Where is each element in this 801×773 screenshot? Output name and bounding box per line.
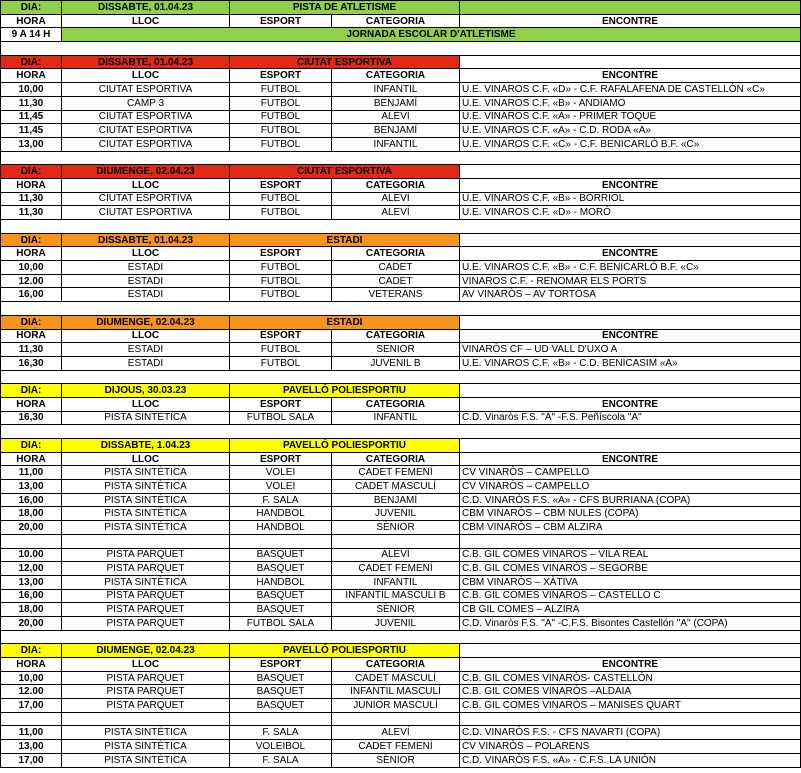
cell-esport: HANDBOL [230, 575, 332, 589]
table-row [1, 110, 801, 124]
block-venue: PAVELLÓ POLIESPORTIU [230, 439, 460, 453]
cell-esport: FUTBOL [230, 343, 332, 357]
block-date: DISSABTE, 01.04.23 [62, 55, 230, 69]
cell-encontre: C.B. GIL COMES VINARÒS – SEGORBE [460, 562, 801, 576]
block-venue: PAVELLÓ POLIESPORTIU [230, 644, 460, 658]
table-row [1, 137, 801, 151]
cell-categoria: CADET FEMENÍ [332, 740, 460, 754]
cell-esport: BASQUET [230, 699, 332, 713]
cell-hora: 17,00 [1, 753, 62, 767]
col-hora: HORA [1, 178, 62, 192]
dia-label: DIA: [1, 384, 62, 398]
special-text: JORNADA ESCOLAR D'ATLETISME [62, 28, 801, 42]
col-encontre: ENCONTRE [460, 178, 801, 192]
cell-encontre: CBM VINARÒS – CBM NULES (COPA) [460, 507, 801, 521]
cell-encontre: U.E. VINAROS C.F. «B» - C.F. BENICARLÓ B.F. «C» [460, 261, 801, 275]
table-row [1, 356, 801, 370]
cell-hora: 13,00 [1, 480, 62, 494]
block-header [1, 644, 801, 658]
cell-lloc: CIUTAT ESPORTIVA [62, 206, 230, 220]
col-encontre: ENCONTRE [460, 329, 801, 343]
spacer-cell [1, 42, 801, 56]
cell-categoria: INFANTIL [332, 137, 460, 151]
table-row [1, 411, 801, 425]
cell-hora: 17,00 [1, 699, 62, 713]
cell-hora: 16,00 [1, 288, 62, 302]
col-lloc: LLOC [62, 178, 230, 192]
cell-categoria: ALEVÍ [332, 192, 460, 206]
spacer-row [1, 151, 801, 165]
col-encontre: ENCONTRE [460, 247, 801, 261]
cell-hora: 11,30 [1, 192, 62, 206]
cell-hora: 10.00 [1, 548, 62, 562]
cell-esport: VOLEIBOL [230, 740, 332, 754]
table-row [1, 575, 801, 589]
cell-lloc: ESTADI [62, 274, 230, 288]
block-header [1, 384, 801, 398]
cell-esport: FUTBOL [230, 206, 332, 220]
cell-encontre: CV VINARÒS – CAMPELLO [460, 480, 801, 494]
cell-hora [1, 534, 62, 548]
column-headers [1, 397, 801, 411]
spacer-cell [1, 151, 801, 165]
cell-encontre: AV VINARÒS – AV TORTOSA [460, 288, 801, 302]
cell-hora: 16,00 [1, 493, 62, 507]
cell-categoria: CADET MASCULÍ [332, 671, 460, 685]
table-row [1, 671, 801, 685]
header-filler [460, 55, 801, 69]
cell-esport: FUTBOL [230, 192, 332, 206]
cell-esport [230, 712, 332, 726]
spacer-cell [1, 425, 801, 439]
cell-hora: 10,00 [1, 671, 62, 685]
cell-esport: BASQUET [230, 562, 332, 576]
cell-lloc: PISTA SINTÈTICA [62, 466, 230, 480]
cell-hora [1, 712, 62, 726]
cell-hora: 10,00 [1, 261, 62, 275]
cell-encontre: C.B. GIL COMES VINARÒS – MANISES QUART [460, 699, 801, 713]
table-row [1, 274, 801, 288]
cell-categoria [332, 534, 460, 548]
cell-encontre: U.E. VINAROS C.F. «D» - C.F. RAFALAFENA DE CASTELLÓN «C» [460, 83, 801, 97]
cell-encontre: CB GIL COMES – ALZIRA [460, 603, 801, 617]
col-encontre: ENCONTRE [460, 397, 801, 411]
cell-encontre: C.D. Vinaròs F.S. "A" -F.S. Peñíscola "A" [460, 411, 801, 425]
dia-label: DIA: [1, 165, 62, 179]
cell-encontre: C.B. GIL COMES VINARÒS – VILA REAL [460, 548, 801, 562]
column-headers [1, 329, 801, 343]
cell-lloc: PISTA SINTÈTICA [62, 575, 230, 589]
cell-encontre: C.D. VINARÒS F.S. - CFS NAVARTI (COPA) [460, 726, 801, 740]
table-row [1, 616, 801, 630]
cell-encontre: CV VINARÒS – CAMPELLO [460, 466, 801, 480]
cell-lloc: PISTA SINTÈTICA [62, 753, 230, 767]
table-row [1, 548, 801, 562]
cell-hora: 10,00 [1, 83, 62, 97]
cell-hora: 13,00 [1, 575, 62, 589]
cell-lloc: PISTA PARQUET [62, 562, 230, 576]
cell-esport: HANDBOL [230, 521, 332, 535]
block-venue: CIUTAT ESPORTIVA [230, 165, 460, 179]
dia-label: DIA: [1, 439, 62, 453]
cell-lloc: ESTADI [62, 356, 230, 370]
cell-encontre: U.E. VINAROS C.F. «B» - BORRIOL [460, 192, 801, 206]
col-esport: ESPORT [230, 329, 332, 343]
table-row [1, 206, 801, 220]
cell-hora: 11,45 [1, 110, 62, 124]
col-lloc: LLOC [62, 658, 230, 672]
cell-hora: 12,00 [1, 562, 62, 576]
col-lloc: LLOC [62, 14, 230, 28]
cell-categoria [332, 712, 460, 726]
cell-hora: 16,30 [1, 411, 62, 425]
table-row [1, 507, 801, 521]
cell-hora: 16,00 [1, 589, 62, 603]
cell-lloc: PISTA PARQUET [62, 685, 230, 699]
cell-esport [230, 534, 332, 548]
cell-categoria: ALEVÍ [332, 206, 460, 220]
spacer-row [1, 42, 801, 56]
col-hora: HORA [1, 14, 62, 28]
cell-lloc: PISTA PARQUET [62, 671, 230, 685]
col-categoria: CATEGORIA [332, 658, 460, 672]
cell-lloc: ESTADI [62, 261, 230, 275]
cell-esport: VOLEI [230, 480, 332, 494]
cell-encontre: VINAROS C.F. - RENOMAR ELS PORTS [460, 274, 801, 288]
cell-esport: HANDBOL [230, 507, 332, 521]
cell-lloc: PISTA SINTÈTICA [62, 740, 230, 754]
cell-categoria: SÈNIOR [332, 603, 460, 617]
header-filler [460, 439, 801, 453]
cell-categoria: JUVENIL [332, 507, 460, 521]
cell-hora: 20,00 [1, 616, 62, 630]
cell-lloc: PISTA SINTÈTICA [62, 411, 230, 425]
cell-categoria: BENJAMÍ [332, 124, 460, 138]
table-row [1, 343, 801, 357]
cell-lloc: PISTA SINTÈTICA [62, 480, 230, 494]
cell-esport: FUTBOL [230, 124, 332, 138]
column-headers [1, 178, 801, 192]
col-categoria: CATEGORIA [332, 14, 460, 28]
col-esport: ESPORT [230, 178, 332, 192]
header-filler [460, 315, 801, 329]
block-header [1, 165, 801, 179]
spacer-cell [1, 630, 801, 644]
cell-lloc [62, 712, 230, 726]
table-row [1, 521, 801, 535]
cell-esport: FUTBOL [230, 274, 332, 288]
col-encontre: ENCONTRE [460, 658, 801, 672]
col-categoria: CATEGORIA [332, 69, 460, 83]
column-headers [1, 69, 801, 83]
cell-categoria: BENJAMÍ [332, 96, 460, 110]
spacer-row [1, 425, 801, 439]
col-hora: HORA [1, 452, 62, 466]
block-date: DIUMENGE, 02.04.23 [62, 315, 230, 329]
col-hora: HORA [1, 247, 62, 261]
block-date: DISSABTE, 01.04.23 [62, 233, 230, 247]
cell-categoria: SÈNIOR [332, 753, 460, 767]
cell-hora: 13,00 [1, 740, 62, 754]
cell-categoria: CADET [332, 274, 460, 288]
col-lloc: LLOC [62, 247, 230, 261]
cell-categoria: CADET MASCULÍ [332, 480, 460, 494]
cell-lloc: CAMP 3 [62, 96, 230, 110]
cell-categoria: INFANTIL [332, 83, 460, 97]
cell-esport: BASQUET [230, 589, 332, 603]
cell-lloc [62, 534, 230, 548]
cell-categoria: INFANTIL MASCULÍ B [332, 589, 460, 603]
table-row [1, 96, 801, 110]
col-hora: HORA [1, 69, 62, 83]
cell-hora: 11,30 [1, 343, 62, 357]
cell-esport: FUTBOL SALA [230, 411, 332, 425]
cell-lloc: PISTA SINTÈTICA [62, 507, 230, 521]
cell-hora: 12.00 [1, 685, 62, 699]
table-row [1, 480, 801, 494]
block-header [1, 1, 801, 15]
cell-esport: FUTBOL [230, 288, 332, 302]
cell-lloc: PISTA SINTÈTICA [62, 726, 230, 740]
col-lloc: LLOC [62, 329, 230, 343]
block-venue: PAVELLÓ POLIESPORTIU [230, 384, 460, 398]
table-row [1, 562, 801, 576]
cell-esport: BASQUET [230, 671, 332, 685]
cell-lloc: PISTA PARQUET [62, 616, 230, 630]
cell-categoria: VETERANS [332, 288, 460, 302]
cell-categoria: ALEVÍ [332, 110, 460, 124]
cell-hora: 18,00 [1, 507, 62, 521]
cell-encontre: C.B. GIL COMES VINARÒS –ALDAIA [460, 685, 801, 699]
cell-esport: FUTBOL [230, 356, 332, 370]
cell-esport: BASQUET [230, 548, 332, 562]
cell-hora: 11,00 [1, 466, 62, 480]
cell-esport: F. SALA [230, 726, 332, 740]
table-row [1, 466, 801, 480]
col-esport: ESPORT [230, 69, 332, 83]
col-categoria: CATEGORIA [332, 452, 460, 466]
cell-categoria: SÈNIOR [332, 521, 460, 535]
cell-encontre: C.B. GIL COMES VINARÒS- CASTELLÓN [460, 671, 801, 685]
special-hora: 9 A 14 H [1, 28, 62, 42]
block-venue: PISTA DE ATLETISME [230, 1, 460, 15]
spacer-cell [1, 302, 801, 316]
dia-label: DIA: [1, 233, 62, 247]
cell-esport: FUTBOL [230, 83, 332, 97]
cell-categoria: INFANTIL [332, 575, 460, 589]
cell-esport: FUTBOL [230, 261, 332, 275]
spacer-row [1, 370, 801, 384]
col-encontre: ENCONTRE [460, 69, 801, 83]
table-row [1, 288, 801, 302]
cell-lloc: ESTADI [62, 343, 230, 357]
cell-encontre [460, 534, 801, 548]
cell-lloc: CIUTAT ESPORTIVA [62, 192, 230, 206]
header-filler [460, 165, 801, 179]
cell-encontre: C.D. VINARÒS F.S. «A» - CFS BURRIANA (COPA) [460, 493, 801, 507]
table-row [1, 534, 801, 548]
cell-hora: 12.00 [1, 274, 62, 288]
col-encontre: ENCONTRE [460, 14, 801, 28]
dia-label: DIA: [1, 644, 62, 658]
cell-encontre: U.E. VINAROS C.F. «D» - MORÓ [460, 206, 801, 220]
col-esport: ESPORT [230, 247, 332, 261]
table-row [1, 192, 801, 206]
header-filler [460, 1, 801, 15]
cell-lloc: ESTADI [62, 288, 230, 302]
dia-label: DIA: [1, 1, 62, 15]
col-lloc: LLOC [62, 452, 230, 466]
header-filler [460, 384, 801, 398]
cell-hora: 11,45 [1, 124, 62, 138]
table-row [1, 493, 801, 507]
cell-categoria: CADET FEMENÍ [332, 466, 460, 480]
cell-lloc: PISTA PARQUET [62, 589, 230, 603]
col-esport: ESPORT [230, 397, 332, 411]
cell-categoria: BENJAMÍ [332, 493, 460, 507]
cell-encontre: U.E. VINAROS C.F. «A» - C.D. RODA «A» [460, 124, 801, 138]
cell-encontre: U.E. VINAROS C.F. «B» - C.D. BENICASIM «A» [460, 356, 801, 370]
cell-lloc: CIUTAT ESPORTIVA [62, 110, 230, 124]
dia-label: DIA: [1, 55, 62, 69]
cell-categoria: JUVENIL [332, 616, 460, 630]
col-categoria: CATEGORIA [332, 397, 460, 411]
cell-encontre: VINARÒS CF – UD VALL D'UXO A [460, 343, 801, 357]
block-venue: ESTADI [230, 315, 460, 329]
cell-encontre: CV VINARÒS – POLARENS [460, 740, 801, 754]
col-lloc: LLOC [62, 69, 230, 83]
cell-categoria: ALEVÍ [332, 548, 460, 562]
cell-hora: 13,00 [1, 137, 62, 151]
spacer-cell [1, 370, 801, 384]
block-header [1, 55, 801, 69]
special-row [1, 28, 801, 42]
cell-lloc: PISTA SINTÈTICA [62, 493, 230, 507]
cell-hora: 18,00 [1, 603, 62, 617]
column-headers [1, 658, 801, 672]
cell-categoria: CADET FEMENÍ [332, 562, 460, 576]
cell-esport: FUTBOL [230, 110, 332, 124]
header-filler [460, 233, 801, 247]
cell-categoria: INFANTIL MASCULÍ [332, 685, 460, 699]
block-header [1, 315, 801, 329]
column-headers [1, 452, 801, 466]
col-categoria: CATEGORIA [332, 178, 460, 192]
cell-categoria: CADET [332, 261, 460, 275]
cell-hora: 16,30 [1, 356, 62, 370]
cell-esport: FUTBOL SALA [230, 616, 332, 630]
cell-encontre: U.E. VINAROS C.F. «A» - PRIMER TOQUE [460, 110, 801, 124]
table-row [1, 603, 801, 617]
cell-lloc: CIUTAT ESPORTIVA [62, 124, 230, 138]
col-categoria: CATEGORIA [332, 329, 460, 343]
cell-encontre: C.D. VINARÒS F.S. «A» - C.F.S. LA UNIÓN [460, 753, 801, 767]
spacer-row [1, 302, 801, 316]
spacer-row [1, 630, 801, 644]
cell-esport: BASQUET [230, 685, 332, 699]
cell-hora: 11,00 [1, 726, 62, 740]
cell-categoria: JUNIOR MASCULÍ [332, 699, 460, 713]
cell-categoria: SENIOR [332, 343, 460, 357]
col-esport: ESPORT [230, 658, 332, 672]
block-date: DIJOUS, 30.03.23 [62, 384, 230, 398]
cell-encontre: CBM VINARÒS – XÀTIVA [460, 575, 801, 589]
block-venue: ESTADI [230, 233, 460, 247]
cell-categoria: INFANTIL [332, 411, 460, 425]
col-encontre: ENCONTRE [460, 452, 801, 466]
block-header [1, 439, 801, 453]
table-row [1, 261, 801, 275]
cell-encontre [460, 712, 801, 726]
table-row [1, 685, 801, 699]
table-row [1, 83, 801, 97]
header-filler [460, 644, 801, 658]
col-hora: HORA [1, 329, 62, 343]
spacer-cell [1, 220, 801, 234]
cell-encontre: CBM VINARÒS – CBM ALZIRA [460, 521, 801, 535]
cell-esport: FUTBOL [230, 96, 332, 110]
block-date: DISSABTE, 01.04.23 [62, 1, 230, 15]
cell-lloc: PISTA PARQUET [62, 699, 230, 713]
cell-categoria: ALEVÍ [332, 726, 460, 740]
col-hora: HORA [1, 658, 62, 672]
table-row [1, 699, 801, 713]
table-row [1, 124, 801, 138]
cell-esport: F. SALA [230, 753, 332, 767]
cell-encontre: U.E. VINAROS C.F. «B» - ANDIAMO [460, 96, 801, 110]
block-date: DIUMENGE, 02.04.23 [62, 644, 230, 658]
table-row [1, 753, 801, 767]
cell-esport: FUTBOL [230, 137, 332, 151]
table-row [1, 740, 801, 754]
block-header [1, 233, 801, 247]
cell-lloc: PISTA SINTÈTICA [62, 521, 230, 535]
cell-categoria: JUVENIL B [332, 356, 460, 370]
col-esport: ESPORT [230, 452, 332, 466]
cell-encontre: C.B. GIL COMES VINARÒS – CASTELLÓ C [460, 589, 801, 603]
cell-lloc: PISTA PARQUET [62, 548, 230, 562]
cell-lloc: PISTA PARQUET [62, 603, 230, 617]
col-hora: HORA [1, 397, 62, 411]
cell-lloc: CIUTAT ESPORTIVA [62, 83, 230, 97]
spacer-row [1, 220, 801, 234]
cell-encontre: C.D. Vinaròs F.S. "A" -C.F.S. Bisontes Castellón "A" (COPA) [460, 616, 801, 630]
cell-lloc: CIUTAT ESPORTIVA [62, 137, 230, 151]
cell-esport: BASQUET [230, 603, 332, 617]
table-row [1, 726, 801, 740]
cell-esport: F. SALA [230, 493, 332, 507]
table-row [1, 712, 801, 726]
cell-esport: VOLEI [230, 466, 332, 480]
cell-hora: 11,30 [1, 206, 62, 220]
table-row [1, 589, 801, 603]
column-headers [1, 14, 801, 28]
col-lloc: LLOC [62, 397, 230, 411]
col-esport: ESPORT [230, 14, 332, 28]
block-venue: CIUTAT ESPORTIVA [230, 55, 460, 69]
cell-hora: 11,30 [1, 96, 62, 110]
cell-hora: 20,00 [1, 521, 62, 535]
block-date: DIUMENGE, 02.04.23 [62, 165, 230, 179]
block-date: DISSABTE, 1.04.23 [62, 439, 230, 453]
column-headers [1, 247, 801, 261]
dia-label: DIA: [1, 315, 62, 329]
col-categoria: CATEGORIA [332, 247, 460, 261]
cell-encontre: U.E. VINAROS C.F. «C» - C.F. BENICARLÓ B.F. «C» [460, 137, 801, 151]
